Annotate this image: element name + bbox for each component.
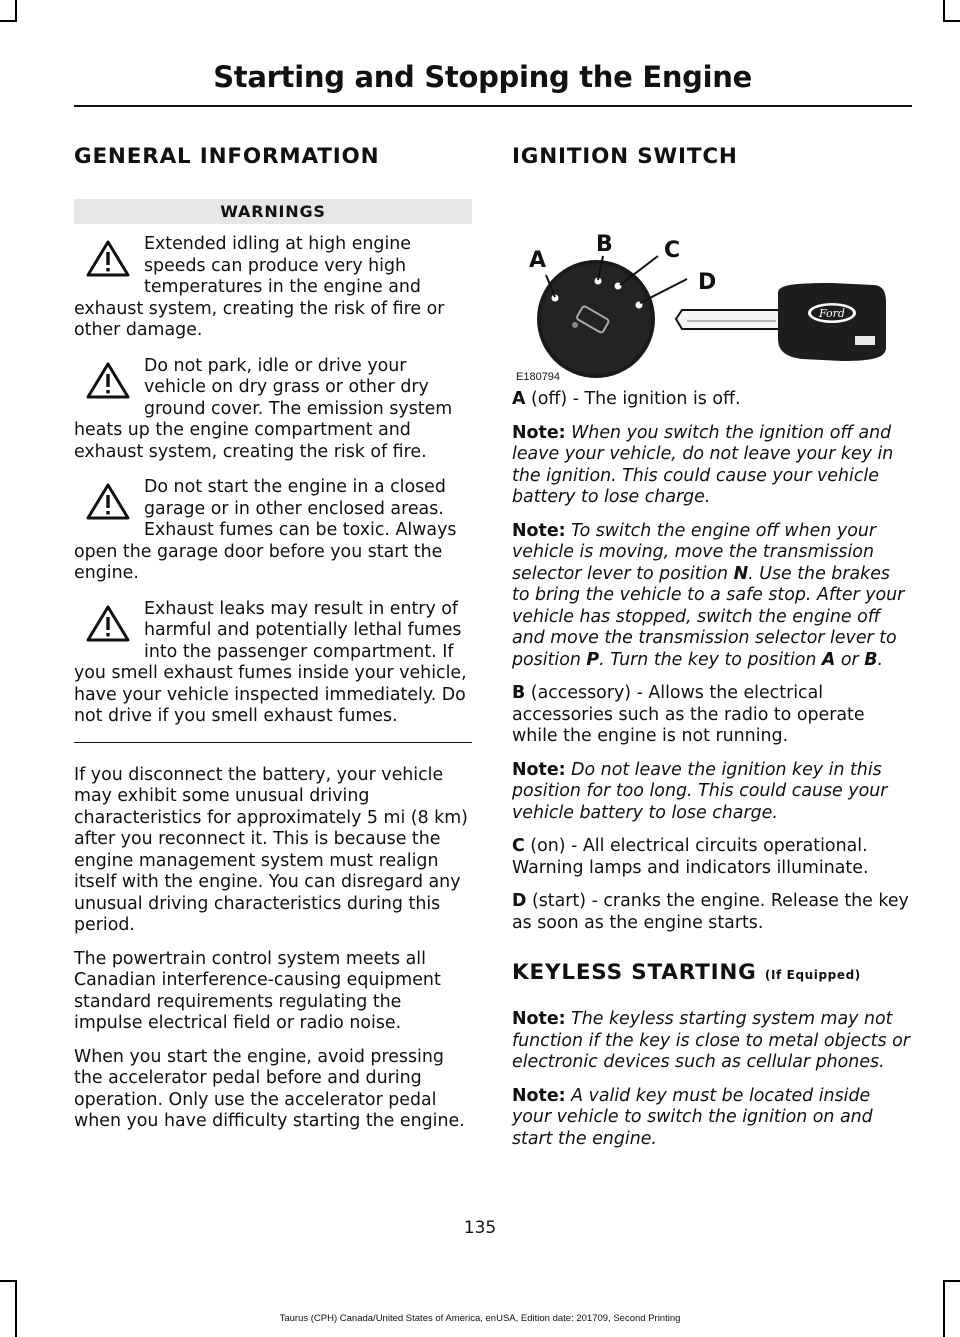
- header-rule: [74, 105, 912, 107]
- label-d: D: [698, 270, 717, 295]
- warning-item: [74, 599, 472, 728]
- crop-mark: [943, 20, 960, 22]
- warnings-header: WARNINGS: [74, 199, 472, 224]
- ignition-illustration: [512, 169, 910, 379]
- warning-text: Do not park, idle or drive your vehicle on dry grass or other dry ground cover. The emission system heats up the engine compartment and exhaust system, creating the risk of fire.: [74, 355, 453, 462]
- crop-mark: [15, 0, 17, 22]
- warning-text: Extended idling at high engine speeds can produce very high temperatures in the engine and exhaust system, creating the risk of fire or other damage.: [74, 234, 445, 340]
- warning-text: Do not start the engine in a closed garage or in other enclosed areas. Exhaust fumes can be toxic. Always open the garage door before you start the engine.: [74, 477, 457, 583]
- figure-code: E180794: [516, 371, 561, 383]
- warning-triangle-icon: [84, 360, 132, 400]
- crop-mark: [943, 1280, 945, 1337]
- note: Note: A valid key must be located inside your vehicle to switch the ignition on and start the engine.: [512, 1085, 873, 1149]
- warning-triangle-icon: [84, 481, 132, 521]
- keyless-starting-heading: KEYLESS STARTING (If Equipped): [512, 960, 861, 985]
- warning-triangle-icon: [84, 238, 132, 278]
- warning-item: [74, 234, 472, 342]
- note: Note: When you switch the ignition off and leave your vehicle, do not leave your key in the ignition. This could cause your vehicle battery to lose charge.: [512, 422, 894, 507]
- ignition-switch-heading: IGNITION SWITCH: [512, 144, 738, 169]
- label-c: C: [664, 238, 681, 263]
- crop-mark: [15, 1280, 17, 1337]
- footer-text: Taurus (CPH) Canada/United States of America, enUSA, Edition date: 201709, Second Printing: [279, 1313, 681, 1324]
- note: Note: To switch the engine off when your vehicle is moving, move the transmission selector lever to position N. Use the brakes to bring the vehicle to a safe stop. After your vehicle has stopped, switch the engine off and move the transmission selector lever to position P. Turn the key to position A or B.: [512, 520, 905, 670]
- body-paragraph: If you disconnect the battery, your vehicle may exhibit some unusual driving characteristics for approximately 5 mi (8 km) after you reconnect it. This is because the engine management system must realign itself with the engine. You can disregard any unusual driving characteristics during this period.: [74, 764, 468, 935]
- label-a: A: [529, 248, 547, 273]
- warnings-divider: [74, 742, 472, 743]
- position-b-text: B (accessory) - Allows the electrical accessories such as the radio to operate while the engine is not running.: [512, 683, 865, 746]
- right-column: [512, 144, 910, 1162]
- key-button: [855, 336, 875, 345]
- key-brand-logo: Ford: [819, 307, 845, 320]
- warning-item: [74, 356, 472, 464]
- body-paragraph: The powertrain control system meets all Canadian interference-causing equipment standard requirements regulating the impulse electrical field or radio noise.: [74, 948, 441, 1033]
- label-b: B: [596, 232, 613, 257]
- note: Note: The keyless starting system may not function if the key is close to metal objects or electronic devices such as cellular phones.: [512, 1009, 910, 1072]
- warning-triangle-icon: [84, 603, 132, 643]
- crop-mark: [943, 0, 945, 22]
- position-a-text: A (off) - The ignition is off.: [512, 389, 741, 409]
- crop-mark: [943, 1280, 960, 1282]
- warning-text: Exhaust leaks may result in entry of harmful and potentially lethal fumes into the passenger compartment. If you smell exhaust fumes inside your vehicle, have your vehicle inspected immediately. Do not drive if you smell exhaust fumes.: [74, 598, 467, 726]
- warning-item: [74, 477, 472, 585]
- crop-mark: [0, 20, 17, 22]
- general-information-heading: GENERAL INFORMATION: [74, 144, 380, 169]
- ignition-key-figure: [512, 169, 910, 383]
- page-number: 135: [463, 1218, 497, 1238]
- page-header-title: Starting and Stopping the Engine: [213, 60, 752, 94]
- key-blade: [676, 310, 782, 329]
- if-equipped-label: (If Equipped): [764, 968, 861, 982]
- crop-mark: [0, 1280, 17, 1282]
- body-paragraph: When you start the engine, avoid pressing the accelerator pedal before and during operation. Only use the accelerator pedal when you have difficulty starting the engine.: [74, 1046, 465, 1131]
- note: Note: Do not leave the ignition key in this position for too long. This could cause your vehicle battery to lose charge.: [512, 759, 888, 823]
- position-d-text: D (start) - cranks the engine. Release the key as soon as the engine starts.: [512, 891, 909, 933]
- position-c-text: C (on) - All electrical circuits operational. Warning lamps and indicators illuminate.: [512, 836, 869, 878]
- left-column: [74, 144, 472, 1145]
